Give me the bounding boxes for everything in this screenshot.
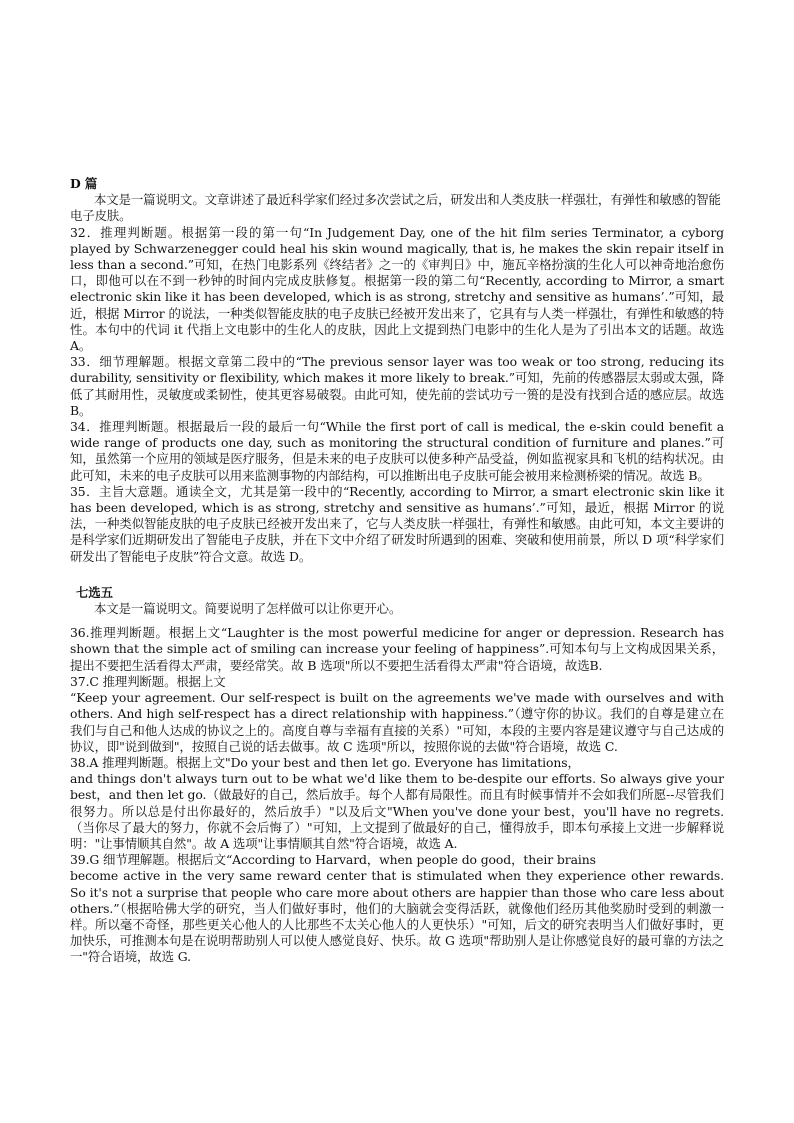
explanation-q37-body: “Keep your agreement. Our self-respect is built on the agreements we've made with ourselves and with others. And high self-respect has a direct relationship with happiness.”（遵守你的协议。我们的自尊是建立在我们与自己和他人达成的协议之上的。高度自尊与幸福有直接的关系）"可知，本段的主要内容是建议遵守与自己达成的协议，即"说到做到"，按照自己说的话去做事。故 C 选项"所以，按照你说的去做"符合语境，故选 C.: [70, 690, 724, 754]
answer-explanations: [70, 176, 724, 966]
explanation-q38-title: 38.A 推理判断题。根据上文"Do your best and then let go. Everyone has limitations，: [70, 754, 580, 770]
explanation-q33: 33．细节理解题。根据文章第二段中的“The previous sensor layer was too weak or too strong, reducing its durability, sensitivity or flexibility, which makes it more likely to break.”可知，先前的传感器层太弱或太强，降低了其耐用性，灵敏度或柔韧性，使其更容易破裂。由此可知，使先前的尝试功亏一篑的是没有找到合适的感应层。故选 B。: [70, 354, 724, 418]
explanation-q32: 32．推理判断题。根据第一段的第一句“In Judgement Day, one of the hit film series Terminator, a cyborg played by Schwarzenegger could heal his skin wound magically, that is, he makes the skin repair itself in less than a second.”可知，在热门电影系列《终结者》之一的《审判日》中，施瓦辛格扮演的生化人可以神奇地治愈伤口，即他可以在不到一秒钟的时间内完成皮肤修复。根据第一段的第二句“Recently, according to Mirror, a smart electronic skin like it has been developed, which is as strong, stretchy and sensitive as humans’.”可知，最近，根据 Mirror 的说法，一种类似智能皮肤的电子皮肤已经被开发出来了，它具有与人类一样强壮，有弹性和敏感的特性。本句中的代词 it 代指上文电影中的生化人的皮肤，因此上文提到热门电影中的生化人是为了引出本文的话题。故选 A。: [70, 224, 724, 354]
spacer: [70, 617, 724, 625]
explanation-q37-title: 37.C 推理判断题。根据上文: [70, 673, 226, 689]
section-heading-seven-choose-five: 七选五: [76, 584, 113, 600]
section-d-intro: 本文是一篇说明文。文章讲述了最近科学家们经过多次尝试之后，研发出和人类皮肤一样强壮，有弹性和敏感的智能电子皮肤。: [70, 192, 721, 224]
explanation-q36: 36.推理判断题。根据上文“Laughter is the most powerful medicine for anger or depression. Research has shown that the simple act of smiling can increase your feeling of happiness”.可知本句与上文构成因果关系，提出不要把生活看得太严肃，要经常笑。故 B 选项"所以不要把生活看得太严肃"符合语境，故选B.: [70, 625, 724, 673]
section-gap: [70, 565, 724, 585]
explanation-q39-title: 39.G 细节理解题。根据后文“According to Harvard，when people do good，their brains: [70, 852, 596, 868]
explanation-q39-body: become active in the very same reward center that is stimulated when they experience other rewards. So it's not a surprise that people who care more about others are happier than those who care less about others.”（根据哈佛大学的研究，当人们做好事时，他们的大脑就会变得活跃，就像他们经历其他奖励时受到的刺激一样。所以毫不奇怪，那些更关心他人的人比那些不太关心他人的人更快乐）"可知，后文的研究表明当人们做好事时，更加快乐，可推测本句是在说明帮助别人可以使人感觉良好、快乐。故 G 选项"帮助别人是让你感觉良好的最可靠的方法之一"符合语境，故选 G.: [70, 868, 724, 965]
explanation-q35: 35．主旨大意题。通读全文，尤其是第一段中的“Recently, according to Mirror, a smart electronic skin like it has been developed, which is as strong, stretchy and sensitive as humans’.”可知，最近，根据 Mirror 的说法，一种类似智能皮肤的电子皮肤已经被开发出来了，它与人类皮肤一样强壮，有弹性和敏感。由此可知，本文主要讲的是科学家们近期研发出了智能电子皮肤，并在下文中介绍了研发时所遇到的困难、突破和使用前景，所以 D 项“科学家们研发出了智能电子皮肤”符合文意。故选 D。: [70, 483, 724, 564]
section-heading-d: D 篇: [70, 176, 98, 191]
explanation-q34: 34．推理判断题。根据最后一段的最后一句“While the first port of call is medical, the e-skin could benefit a wide range of products one day, such as monitoring the structural condition of furniture and planes.”可知，虽然第一个应用的领域是医疗服务，但是未来的电子皮肤可以使多种产品受益，例如监视家具和飞机的结构状况。由此可知，未来的电子皮肤可以用来监测事物的内部结构，可以推断出电子皮肤可能会被用来检测桥梁的情况。故选 B。: [70, 419, 724, 483]
explanation-q38-body: and things don't always turn out to be what we'd like them to be-despite our efforts. So always give your best，and then let go.（做最好的自己，然后放手。每个人都有局限性。而且有时候事情并不会如我们所愿--尽管我们很努力。所以总是付出你最好的，然后放手）"以及后文"When you've done your best，you'll have no regrets.（当你尽了最大的努力，你就不会后悔了）"可知，上文提到了做最好的自己，懂得放手，即本句承接上文进一步解释说明："让事情顺其自然"。故 A 选项"让事情顺其自然"符合语境，故选 A.: [70, 771, 724, 851]
section-7-intro: 本文是一篇说明文。简要说明了怎样做可以让你更开心。: [94, 601, 402, 617]
